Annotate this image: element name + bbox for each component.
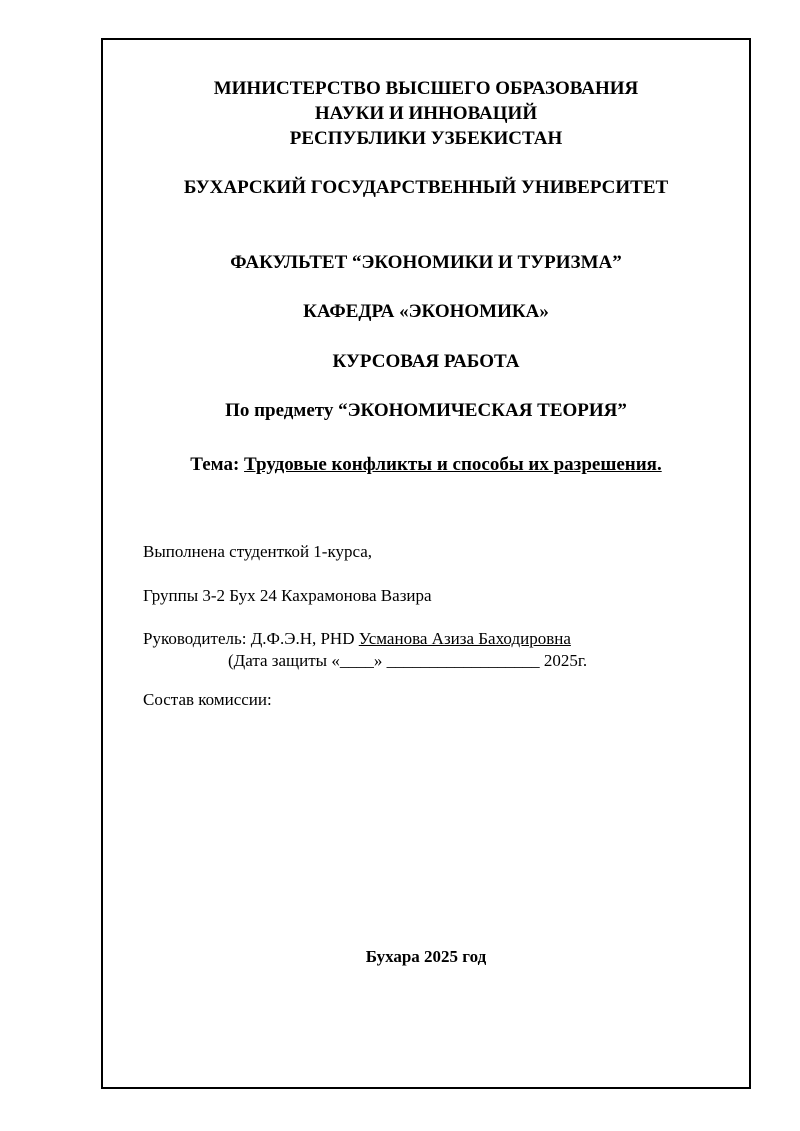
- topic-line: [101, 454, 751, 476]
- completed-by: Выполнена студенткой 1-курса,: [143, 542, 373, 561]
- ministry-line-1: МИНИСТЕРСТВО ВЫСШЕГО ОБРАЗОВАНИЯ: [213, 78, 639, 99]
- ministry-line-2: НАУКИ И ИННОВАЦИЙ: [314, 103, 538, 124]
- supervisor-line: [143, 629, 571, 649]
- supervisor-label: Руководитель: Д.Ф.Э.Н, PHD: [143, 629, 359, 648]
- ministry-line-3: РЕСПУБЛИКИ УЗБЕКИСТАН: [289, 128, 563, 149]
- defense-date: (Дата защиты «____» __________________ 2025г.: [228, 651, 588, 670]
- subject: По предмету “ЭКОНОМИЧЕСКАЯ ТЕОРИЯ”: [225, 400, 627, 421]
- topic-title: Трудовые конфликты и способы их разрешения.: [244, 454, 662, 475]
- student-group: Группы 3-2 Бух 24 Кахрамонова Вазира: [143, 586, 432, 605]
- topic-label: Тема:: [190, 454, 245, 475]
- city-year: Бухара 2025 год: [365, 947, 487, 966]
- work-type: КУРСОВАЯ РАБОТА: [332, 351, 520, 372]
- commission-label: Состав комиссии:: [143, 690, 272, 709]
- faculty-name: ФАКУЛЬТЕТ “ЭКОНОМИКИ И ТУРИЗМА”: [230, 252, 622, 273]
- university-name: БУХАРСКИЙ ГОСУДАРСТВЕННЫЙ УНИВЕРСИТЕТ: [183, 177, 669, 198]
- supervisor-name: Усманова Азиза Баходировна: [358, 629, 571, 648]
- department-name: КАФЕДРА «ЭКОНОМИКА»: [303, 301, 549, 322]
